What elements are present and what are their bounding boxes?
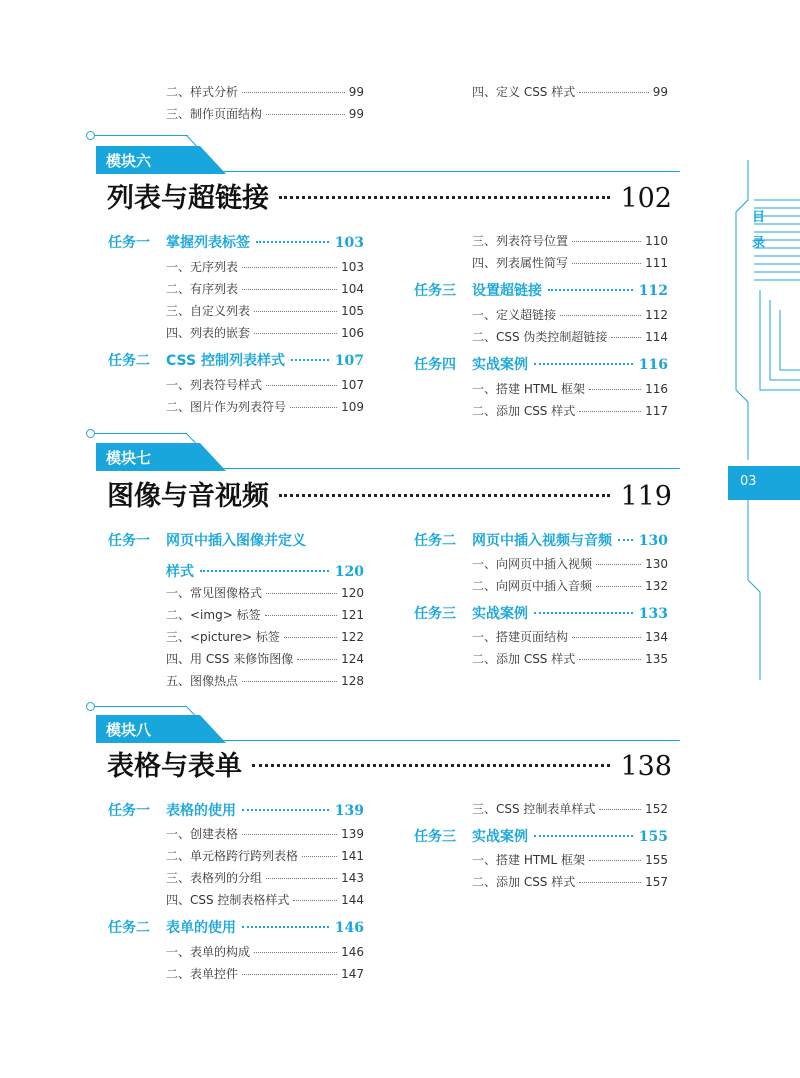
chapter-page: 138 (620, 751, 672, 782)
toc-entry[interactable] (166, 83, 364, 103)
toc-entry[interactable]: 四、列表属性简写 111 (472, 256, 668, 270)
page-number: 03 (740, 474, 757, 489)
entry-label: 四、定义 CSS 样式 (472, 85, 576, 99)
toc-entry[interactable]: 二、添加 CSS 样式 135 (472, 652, 668, 666)
chapter-title[interactable]: 表格与表单 138 (107, 751, 672, 782)
task-heading[interactable]: 任务二 CSS 控制列表样式 107 (108, 353, 364, 369)
toc-entry[interactable]: 三、列表符号位置 110 (472, 234, 668, 248)
toc-entry[interactable]: 二、向网页中插入音频 132 (472, 579, 668, 593)
task-heading[interactable]: 任务二 表单的使用 146 (108, 920, 364, 936)
side-label-char: 目 (752, 210, 766, 225)
task-heading[interactable]: 任务一 网页中插入图像并定义 (108, 533, 306, 549)
entry-page: 99 (348, 85, 364, 99)
toc-entry[interactable]: 一、创建表格 139 (166, 827, 364, 841)
toc-entry[interactable]: 四、用 CSS 来修饰图像 124 (166, 652, 364, 666)
task-heading[interactable]: 任务三 实战案例 155 (414, 829, 668, 845)
toc-entry[interactable]: 二、添加 CSS 样式 117 (472, 404, 668, 418)
chapter-page: 102 (620, 183, 672, 214)
module-circle (86, 131, 95, 140)
entry-label: 三、制作页面结构 (166, 107, 263, 121)
toc-entry[interactable]: 三、表格列的分组 143 (166, 871, 364, 885)
entry-page: 99 (652, 85, 668, 99)
toc-entry[interactable]: 一、搭建 HTML 框架 116 (472, 382, 668, 396)
toc-entry[interactable]: 一、搭建页面结构 134 (472, 630, 668, 644)
toc-entry[interactable]: 二、CSS 伪类控制超链接 114 (472, 330, 668, 344)
chapter-page: 119 (620, 481, 672, 512)
toc-entry[interactable] (472, 83, 668, 103)
module-circle (86, 429, 95, 438)
task-heading[interactable]: 任务二 网页中插入视频与音频 130 (414, 533, 668, 549)
toc-entry[interactable]: 二、有序列表 104 (166, 282, 364, 296)
toc-entry[interactable]: 一、定义超链接 112 (472, 308, 668, 322)
entry-page: 99 (348, 107, 364, 121)
toc-entry[interactable]: 四、CSS 控制表格样式 144 (166, 893, 364, 907)
toc-entry[interactable]: 二、添加 CSS 样式 157 (472, 875, 668, 889)
toc-entry[interactable]: 三、<picture> 标签 122 (166, 630, 364, 644)
module-tab[interactable] (96, 443, 226, 471)
module-tab[interactable] (96, 146, 226, 174)
toc-entry[interactable]: 一、表单的构成 146 (166, 945, 364, 959)
toc-entry[interactable]: 一、搭建 HTML 框架 155 (472, 853, 668, 867)
module-tab[interactable] (96, 715, 226, 743)
chapter-title[interactable]: 列表与超链接 102 (107, 183, 672, 214)
toc-entry[interactable]: 二、图片作为列表符号 109 (166, 400, 364, 414)
chapter-title[interactable]: 图像与音视频 119 (107, 481, 672, 512)
entry-label: 二、样式分析 (166, 85, 239, 99)
toc-entry[interactable]: 一、常见图像格式 120 (166, 586, 364, 600)
module-tab-label: 模块六 (106, 152, 152, 170)
toc-entry[interactable]: 五、图像热点 128 (166, 674, 364, 688)
toc-entry[interactable]: 一、列表符号样式 107 (166, 378, 364, 392)
task-heading[interactable]: 任务四 实战案例 116 (414, 357, 668, 373)
toc-entry[interactable] (166, 105, 364, 125)
task-heading[interactable]: 任务三 设置超链接 112 (414, 283, 668, 299)
task-heading[interactable]: 任务一 掌握列表标签 103 (108, 235, 364, 251)
toc-entry[interactable]: 四、列表的嵌套 106 (166, 326, 364, 340)
toc-entry[interactable]: 一、向网页中插入视频 130 (472, 557, 668, 571)
toc-entry[interactable]: 二、单元格跨行跨列表格 141 (166, 849, 364, 863)
toc-entry[interactable]: 二、表单控件 147 (166, 967, 364, 981)
toc-entry[interactable]: 三、CSS 控制表单样式 152 (472, 802, 668, 816)
module-tab-label: 模块八 (106, 721, 152, 739)
module-tab-label: 模块七 (106, 449, 152, 467)
side-label-char: 录 (752, 236, 766, 251)
task-heading[interactable]: 任务三 实战案例 133 (414, 606, 668, 622)
task-heading[interactable]: 任务一 表格的使用 139 (108, 803, 364, 819)
module-circle (86, 702, 95, 711)
toc-entry[interactable]: 一、无序列表 103 (166, 260, 364, 274)
toc-entry[interactable]: 二、<img> 标签 121 (166, 608, 364, 622)
toc-entry[interactable]: 三、自定义列表 105 (166, 304, 364, 318)
task-heading-continuation[interactable]: 样式 120 (166, 564, 364, 580)
